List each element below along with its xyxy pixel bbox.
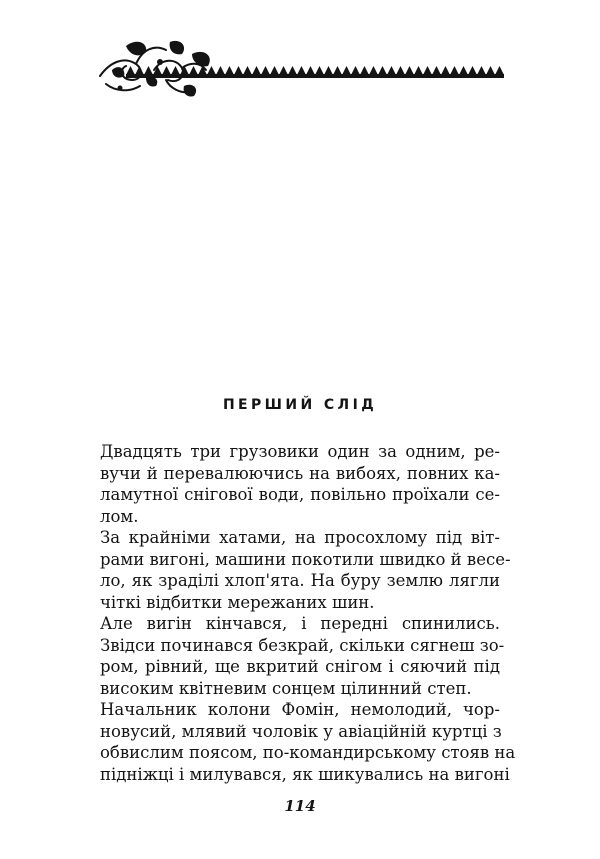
text-line: За крайніми хатами, на просохлому під віт- <box>100 528 500 547</box>
text-line: підніжці і милувався, як шикувались на вигоні <box>100 764 510 784</box>
text-line: лом. <box>100 506 139 526</box>
text-line: вучи й перевалюючись на вибоях, повних ка- <box>100 463 500 483</box>
text-line: обвислим поясом, по-командирському стояв на <box>100 743 516 762</box>
text-line: новусий, млявий чоловік у авіаційній куртці з <box>100 721 502 741</box>
text-line: ло, як зраділі хлоп'ята. На буру землю лягли <box>100 571 500 590</box>
text-line: високим квітневим сонцем цілинний степ. <box>100 678 472 698</box>
text-line: чіткі відбитки мережаних шин. <box>100 592 375 612</box>
text-line: Двадцять три грузовики один за одним, ре- <box>100 442 500 461</box>
paragraph <box>100 699 516 785</box>
text-line: рами вигоні, машини покотили швидко й весе- <box>100 549 511 569</box>
paragraph <box>100 441 500 527</box>
text-line: Звідси починався безкрай, скільки сягнеш зо- <box>100 635 505 655</box>
page-number: 114 <box>284 797 316 815</box>
paragraph <box>100 613 505 699</box>
text-line: ром, рівний, ще вкритий снігом і сяючий під <box>100 657 500 676</box>
floral-vine-sawtooth-border-icon <box>96 40 506 102</box>
text-line: ламутної снігової води, повільно проїхали се- <box>100 485 500 504</box>
text-line: Начальник колони Фомін, немолодий, чор- <box>100 700 500 719</box>
text-line: Але вигін кінчався, і передні спинились. <box>100 614 500 633</box>
body-text <box>100 441 516 785</box>
paragraph <box>100 527 511 613</box>
chapter-title: ПЕРШИЙ СЛІД <box>222 397 378 413</box>
